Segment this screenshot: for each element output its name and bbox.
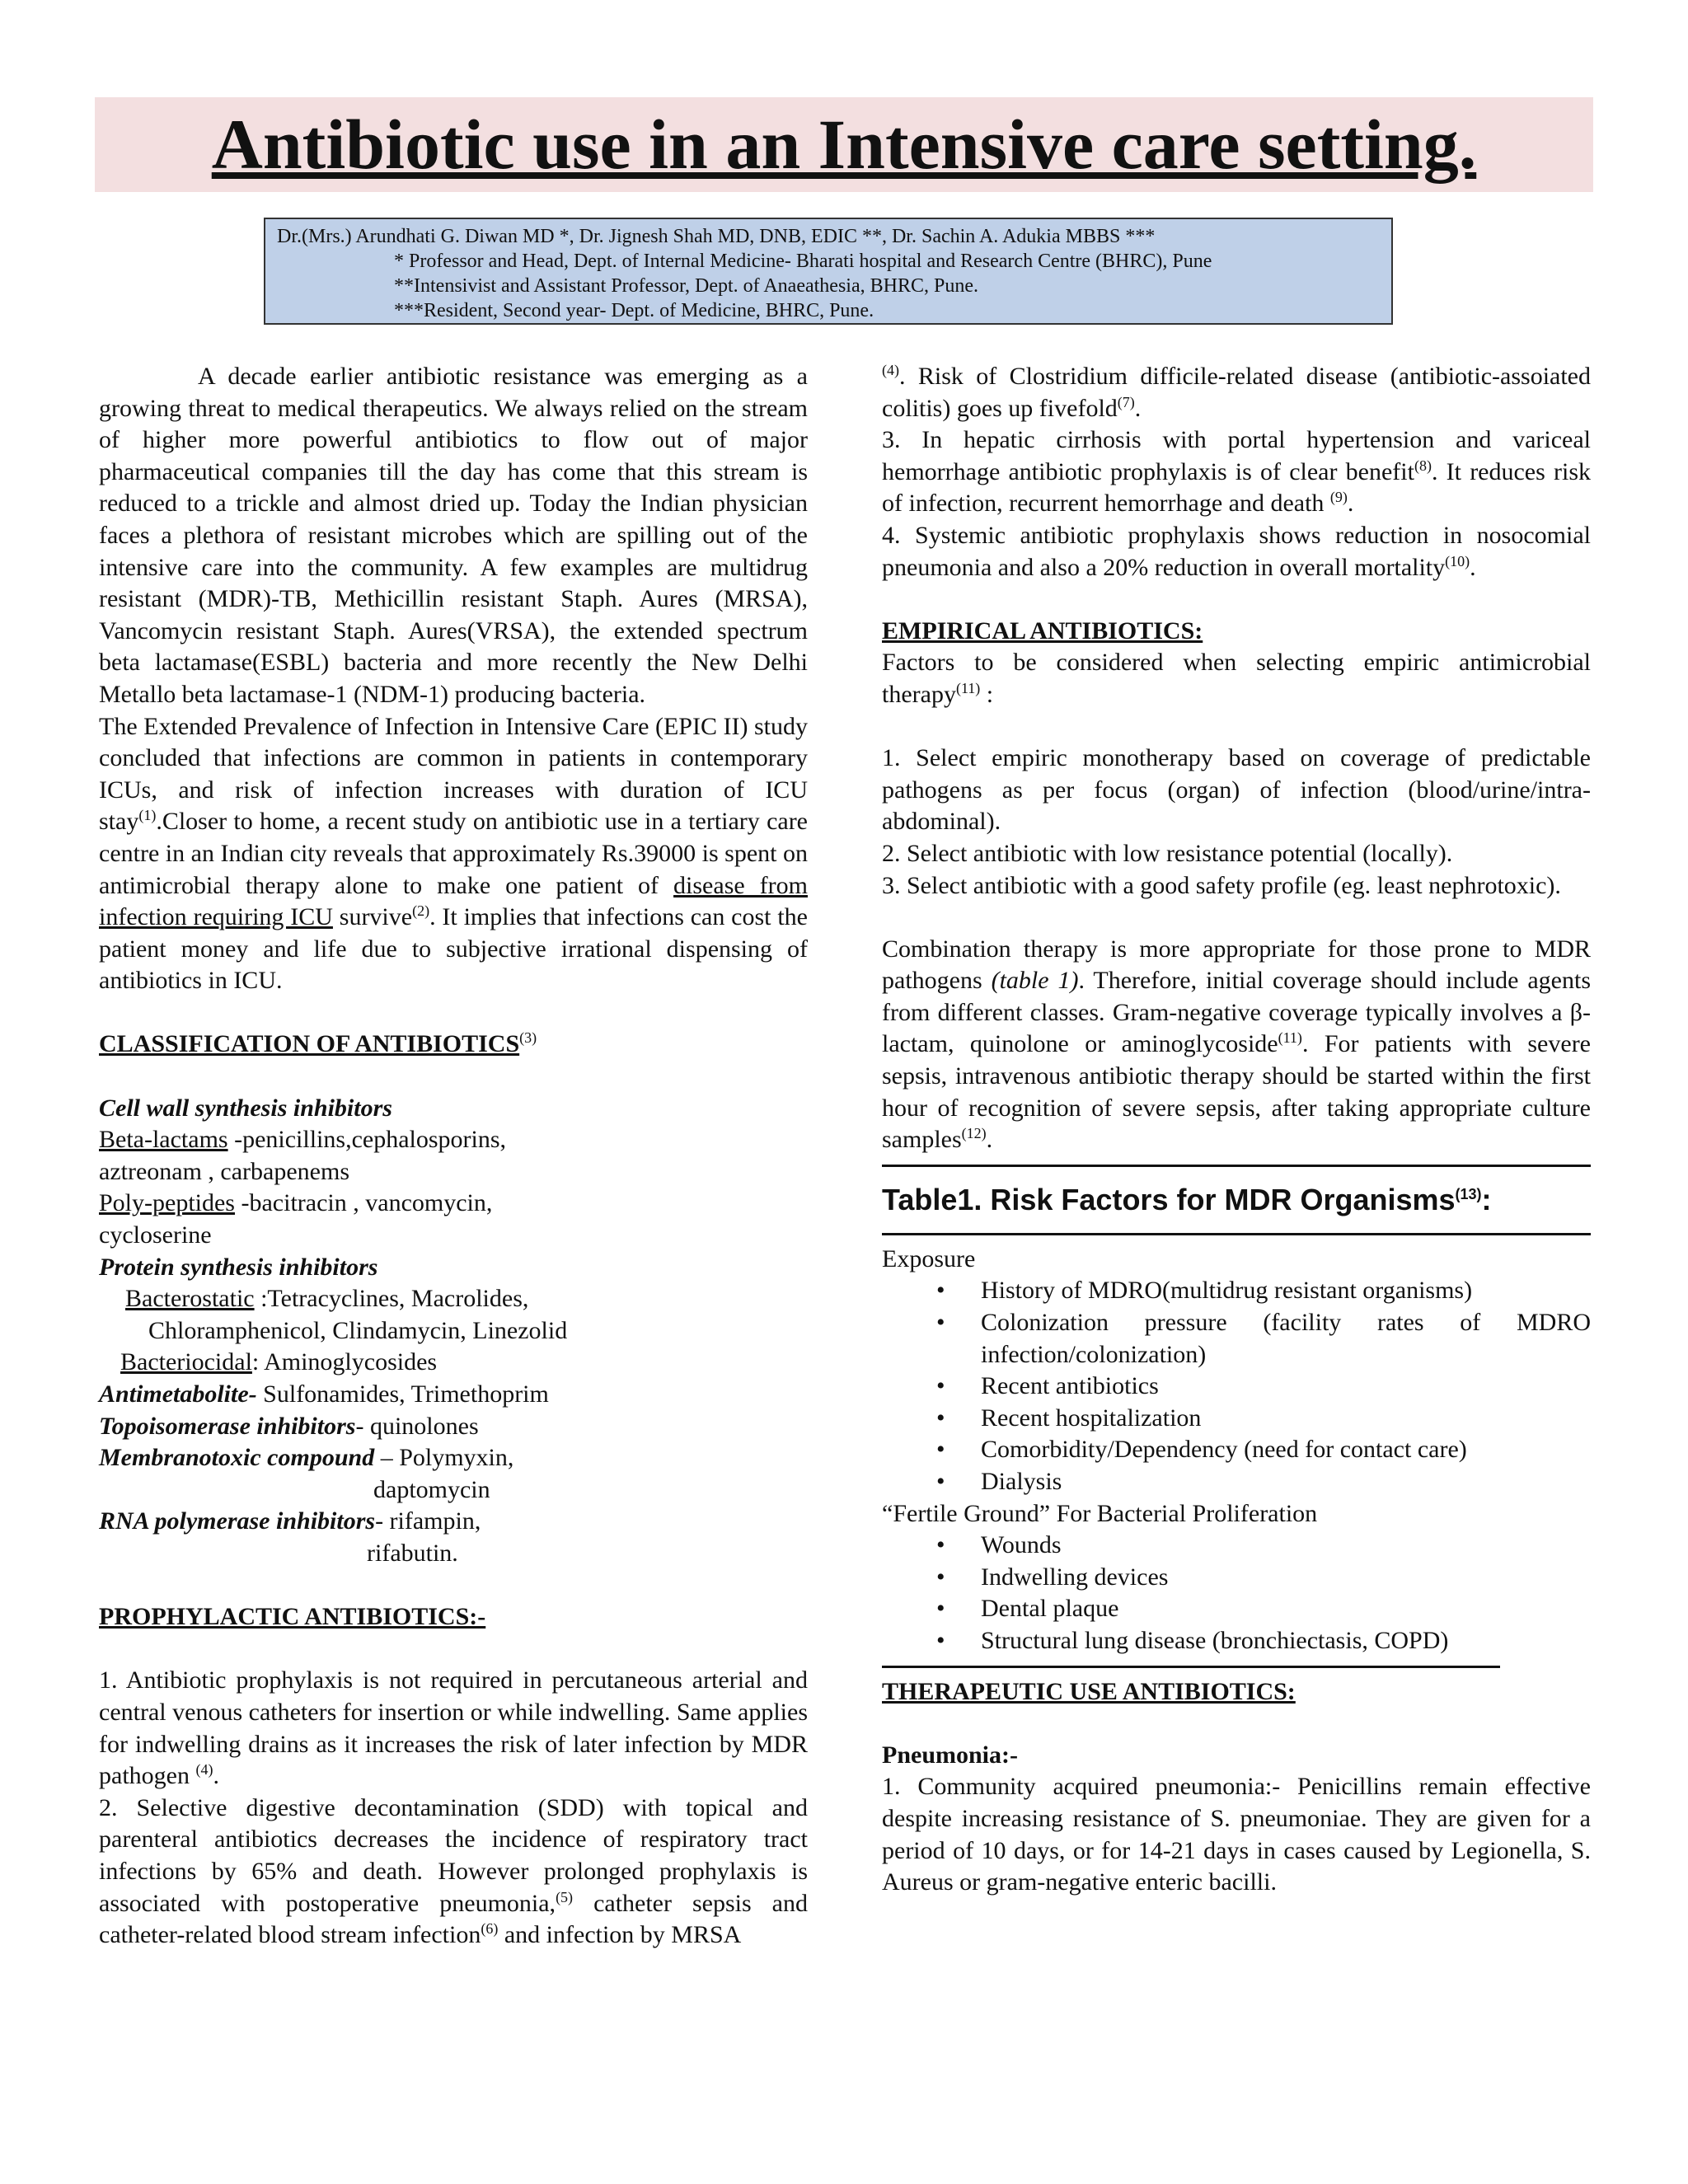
- rna-polymerase-line-2: rifabutin.: [367, 1539, 458, 1567]
- text: :: [1481, 1182, 1492, 1216]
- prophylaxis-item-3: [882, 424, 1591, 520]
- protein-label: Protein synthesis inhibitors: [99, 1253, 378, 1281]
- citation: (12): [961, 1125, 987, 1142]
- text: .: [1134, 394, 1142, 422]
- left-column: [99, 361, 808, 1952]
- text: .: [213, 1762, 219, 1790]
- text: Sulfonamides, Trimethoprim: [256, 1380, 549, 1408]
- text: catheter sepsis and catheter-related blood stream infection: [99, 1889, 808, 1949]
- fertile-list: [882, 1530, 1591, 1657]
- citation: (1): [138, 807, 157, 824]
- prophylaxis-item-4: [882, 520, 1591, 583]
- list-item: • Dental plaque: [882, 1593, 1591, 1625]
- text: Factors to be considered when selecting empiric antimicrobial therapy: [882, 649, 1591, 708]
- citation: (3): [519, 1029, 537, 1047]
- text: .: [1347, 490, 1354, 518]
- intro-paragraph: A decade earlier antibiotic resistance was emerging as a growing threat to medical therapeutics. We always relied on the stream of higher more powerful antibiotics to flow out of major pharmaceutical companies till the day has come that this stream is reduced to a trickle and almost dried up. Today the Indian physician faces a plethora of resistant microbes which are spilling out of the intensive care into the community. A few examples are multidrug resistant (MDR)-TB, Methicillin resistant Staph. Aures (MRSA), Vancomycin resistant Staph. Aures(VRSA), the extended spectrum beta lactamase(ESBL) bacteria and more recently the New Delhi Metallo beta lactamase-1 (NDM-1) producing bacteria.: [99, 363, 808, 708]
- text: .Closer to home, a recent study on antibiotic use in a tertiary care centre in an Indian city reveals that approximately Rs.39000 is spent on antimicrobial therapy alone to make one patient of: [99, 808, 808, 899]
- citation: (7): [1117, 393, 1135, 410]
- topoisomerase-line: [99, 1411, 808, 1443]
- text: .: [1470, 553, 1476, 581]
- table-bottom-rule: [882, 1666, 1500, 1668]
- citation: (11): [955, 679, 981, 696]
- text: . It reduces risk of infection, recurrent hemorrhage and death: [882, 457, 1591, 518]
- affiliation-line: * Professor and Head, Dept. of Internal Medicine- Bharati hospital and Research Centre (BHRC), Pune: [394, 251, 1212, 272]
- antimetabolite-line: [99, 1379, 808, 1411]
- bacteriocidal-line: [99, 1347, 808, 1379]
- fertile-ground-label: “Fertile Ground” For Bacterial Proliferation: [882, 1499, 1318, 1527]
- affiliation-line: ***Resident, Second year- Dept. of Medicine, BHRC, Pune.: [394, 300, 874, 321]
- term: Poly-peptides: [99, 1189, 235, 1217]
- empirical-item-1: 1. Select empiric monotherapy based on coverage of predictable pathogens as per focus (organ) of infection (blood/urine/intra-abdominal).: [882, 744, 1591, 836]
- beta-lactams-line: [99, 1124, 808, 1156]
- list-item: • Structural lung disease (bronchiectasis, COPD): [882, 1625, 1591, 1657]
- polypeptides-line: [99, 1188, 808, 1220]
- citation: (5): [556, 1888, 574, 1905]
- bacterostatic-line: [99, 1283, 808, 1315]
- text: Combination therapy is more appropriate for those prone to MDR pathogens: [882, 935, 1591, 995]
- empirical-item-2: 2. Select antibiotic with low resistance potential (locally).: [882, 839, 1453, 867]
- text: - quinolones: [355, 1412, 479, 1440]
- table-top-rule: [882, 1165, 1591, 1167]
- author-line: Dr.(Mrs.) Arundhati G. Diwan MD *, Dr. Jignesh Shah MD, DNB, EDIC **, Dr. Sachin A. Adukia MBBS ***: [277, 226, 1156, 247]
- text: 4. Systemic antibiotic prophylaxis shows reduction in nosocomial pneumonia and also a 20% reduction in overall mortality: [882, 521, 1591, 581]
- exposure-label: Exposure: [882, 1244, 976, 1272]
- citation: (4): [195, 1761, 213, 1779]
- list-item: • Wounds: [882, 1530, 1591, 1562]
- text: -bacitracin , vancomycin,: [235, 1189, 493, 1217]
- term: Membranotoxic compound: [99, 1444, 375, 1472]
- text: :: [980, 680, 994, 708]
- classification-heading: [99, 1029, 808, 1061]
- text: . It implies that infections can cost the patient money and life due to subjective irrational dispensing of antibiotics in ICU.: [99, 903, 808, 995]
- page-title: Antibiotic use in an Intensive care setting.: [211, 105, 1477, 184]
- term: Bacteriocidal: [120, 1348, 252, 1376]
- table-reference: (table 1): [991, 967, 1079, 995]
- title-band: [95, 97, 1593, 192]
- text: 1. Antibiotic prophylaxis is not required in percutaneous arterial and central venous catheters for insertion or while indwelling. Same applies for indwelling drains as it increases the risk of later infection by MDR pathogen: [99, 1666, 808, 1790]
- table-title: [882, 1175, 1591, 1225]
- right-column: [882, 361, 1591, 1899]
- exposure-list: [882, 1275, 1591, 1497]
- citation: (4): [882, 362, 899, 378]
- text: .: [986, 1126, 993, 1154]
- list-item: • Colonization pressure (facility rates of MDRO infection/colonization): [882, 1307, 1591, 1371]
- pneumonia-heading: Pneumonia:-: [882, 1741, 1018, 1769]
- prophylaxis-item-2-cont: [882, 361, 1591, 424]
- prophylaxis-item-1: [99, 1665, 808, 1792]
- text: . Risk of Clostridium difficile-related disease (antibiotic-assoiated colitis) goes up fivefold: [882, 363, 1591, 422]
- empirical-item-3: 3. Select antibiotic with a good safety profile (eg. least nephrotoxic).: [882, 871, 1561, 899]
- list-item: • History of MDRO(multidrug resistant organisms): [882, 1275, 1591, 1307]
- list-item: • Recent hospitalization: [882, 1403, 1591, 1435]
- membranotoxic-line: [99, 1442, 808, 1474]
- list-item: • Dialysis: [882, 1466, 1591, 1498]
- text: 3. In hepatic cirrhosis with portal hypertension and variceal hemorrhage antibiotic prophylaxis is of clear benefit: [882, 426, 1591, 485]
- bacterostatic-line-2: Chloramphenicol, Clindamycin, Linezolid: [148, 1316, 568, 1344]
- text: survive: [332, 903, 413, 931]
- citation: (2): [412, 902, 430, 920]
- prophylaxis-item-2: [99, 1793, 808, 1952]
- text: :Tetracyclines, Macrolides,: [254, 1285, 529, 1313]
- pneumonia-item-1: 1. Community acquired pneumonia:- Penicillins remain effective despite increasing resistance of S. pneumoniae. They are given for a period of 10 days, or for 14-21 days in cases caused by Legionella, S. Aureus or gram-negative enteric bacilli.: [882, 1773, 1591, 1896]
- list-item: • Indwelling devices: [882, 1562, 1591, 1594]
- term: Bacterostatic: [125, 1285, 255, 1313]
- epic-paragraph: [99, 711, 808, 997]
- term: Beta-lactams: [99, 1126, 228, 1154]
- heading-text: CLASSIFICATION OF ANTIBIOTICS: [99, 1030, 520, 1058]
- empirical-heading: EMPIRICAL ANTIBIOTICS:: [882, 616, 1203, 644]
- author-box: [264, 218, 1393, 325]
- underlined-text: disease from infection requiring ICU: [99, 871, 808, 931]
- beta-lactams-line-2: aztreonam , carbapenems: [99, 1157, 349, 1185]
- rna-polymerase-line: [99, 1506, 808, 1538]
- citation: (10): [1445, 552, 1470, 569]
- combination-paragraph: [882, 934, 1591, 1156]
- term: Antimetabolite-: [99, 1380, 257, 1408]
- citation: (8): [1414, 457, 1432, 474]
- text: – Polymyxin,: [374, 1444, 514, 1472]
- polypeptides-line-2: cycloserine: [99, 1221, 212, 1249]
- table-header-rule: [882, 1233, 1591, 1235]
- term: Topoisomerase inhibitors: [99, 1412, 356, 1440]
- text: Table1. Risk Factors for MDR Organisms: [882, 1182, 1456, 1216]
- list-item: • Comorbidity/Dependency (need for contact care): [882, 1434, 1591, 1466]
- therapeutic-heading: THERAPEUTIC USE ANTIBIOTICS:: [882, 1677, 1296, 1705]
- affiliation-line: **Intensivist and Assistant Professor, Dept. of Anaeathesia, BHRC, Pune.: [394, 275, 978, 297]
- text: - rifampin,: [375, 1507, 481, 1535]
- text: . For patients with severe sepsis, intravenous antibiotic therapy should be started within the first hour of recognition of severe sepsis, after taking appropriate culture samples: [882, 1030, 1591, 1154]
- text: -penicillins,cephalosporins,: [227, 1126, 507, 1154]
- citation: (9): [1329, 489, 1348, 506]
- citation: (13): [1455, 1185, 1482, 1202]
- empirical-intro: [882, 647, 1591, 710]
- text: : Aminoglycosides: [251, 1348, 438, 1376]
- citation: (6): [481, 1920, 499, 1938]
- text: . Therefore, initial coverage should include agents from different classes. Gram-negative coverage typically involves a β-lactam, quinolone or aminoglycoside: [882, 967, 1591, 1058]
- citation: (11): [1278, 1029, 1302, 1047]
- term: RNA polymerase inhibitors: [99, 1507, 376, 1535]
- cell-wall-label: Cell wall synthesis inhibitors: [99, 1094, 392, 1122]
- text: 2. Selective digestive decontamination (SDD) with topical and parenteral antibiotics decreases the incidence of respiratory tract infections by 65% and death. However prolonged prophylaxis is associated with postoperative pneumonia,: [99, 1793, 808, 1917]
- membranotoxic-line-2: daptomycin: [373, 1475, 490, 1503]
- text: and infection by MRSA: [498, 1921, 742, 1949]
- text: The Extended Prevalence of Infection in Intensive Care (EPIC II) study concluded that infections are common in patients in contemporary ICUs, and risk of infection increases with duration of ICU stay: [99, 712, 808, 836]
- list-item: • Recent antibiotics: [882, 1371, 1591, 1403]
- prophylactic-heading: PROPHYLACTIC ANTIBIOTICS:-: [99, 1603, 486, 1631]
